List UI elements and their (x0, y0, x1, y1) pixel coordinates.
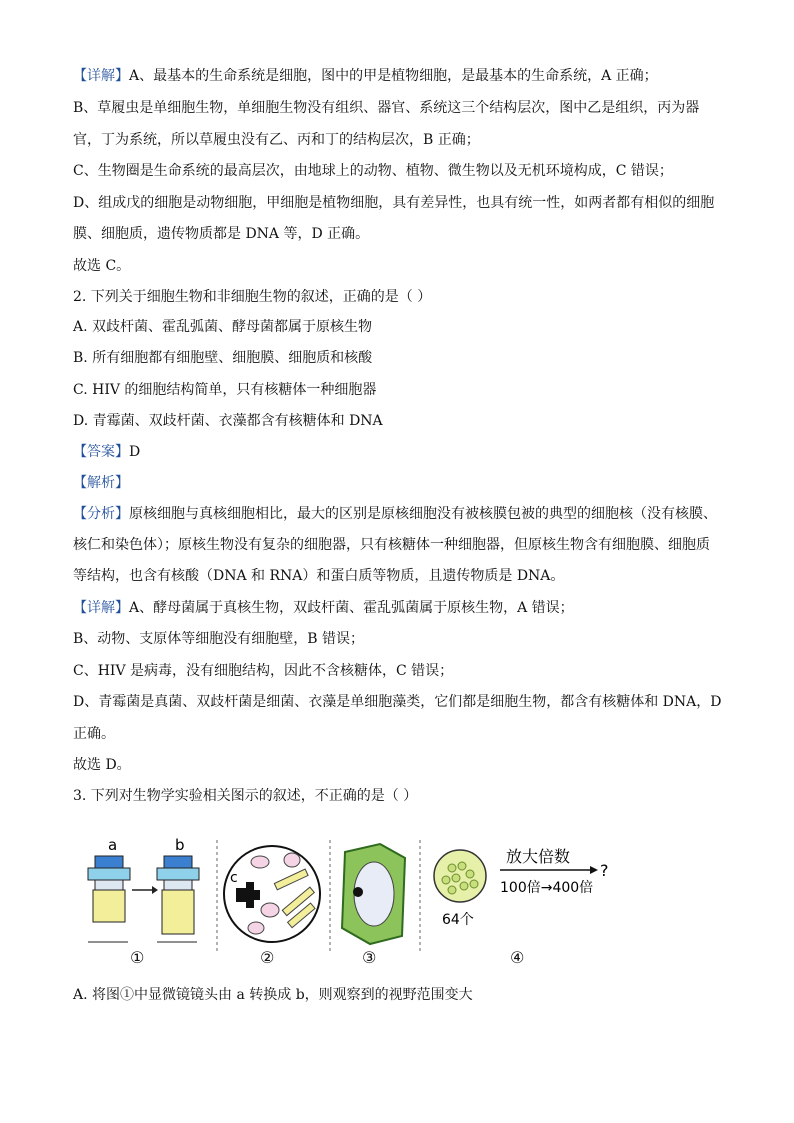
text-line (73, 786, 417, 806)
text-line (73, 348, 372, 368)
plant-cell (342, 844, 405, 944)
line-text: D (129, 444, 141, 460)
line-text: A、最基本的生命系统是细胞，图中的甲是植物细胞，是最基本的生命系统，A 正确； (129, 68, 658, 84)
line-text: D、青霉菌是真菌、双歧杆菌是细菌、衣藻是单细胞藻类，它们都是细胞生物，都含有核糖体和 DNA，D (73, 694, 722, 710)
section-tag: 【分析】 (73, 506, 129, 522)
experiment-figure (80, 832, 640, 972)
line-text: 故选 C。 (73, 258, 131, 274)
line-text: 官，丁为系统，所以草履虫没有乙、丙和丁的结构层次，B 正确； (73, 132, 480, 148)
panel-number-4: ④ (510, 948, 525, 967)
text-line (73, 98, 699, 118)
section-tag: 【答案】 (73, 444, 129, 460)
line-text: B. 所有细胞都有细胞壁、细胞膜、细胞质和核酸 (73, 350, 373, 366)
panel-number-2: ② (260, 948, 275, 967)
figure-drawing (80, 832, 640, 972)
line-text: A、酵母菌属于真核生物，双歧杆菌、霍乱弧菌属于原核生物，A 错误； (129, 600, 574, 616)
svg-text:?: ? (600, 861, 609, 880)
text-line (73, 411, 383, 431)
text-line (73, 629, 364, 649)
line-text: C. HIV 的细胞结构简单，只有核糖体一种细胞器 (73, 382, 377, 398)
line-text: D、组成戊的细胞是动物细胞，甲细胞是植物细胞，具有差异性，也具有统一性，如两者都有相似的细胞 (73, 195, 715, 211)
field-of-view (224, 846, 320, 942)
text-line (73, 224, 369, 244)
text-line (73, 287, 431, 307)
line-text: 正确。 (73, 726, 115, 742)
line-text: 核仁和染色体）；原核生物没有复杂的细胞器，只有核糖体一种细胞器，但原核生物含有细胞膜、细胞质 (73, 537, 710, 553)
svg-text:c: c (230, 870, 238, 886)
text-line (73, 661, 453, 681)
panel-number-1: ① (130, 948, 145, 967)
text-line (73, 66, 658, 86)
section-tag: 【详解】 (73, 68, 129, 84)
panel-number-3: ③ (362, 948, 377, 967)
objective-lens-a (88, 836, 130, 922)
line-text: 3. 下列对生物学实验相关图示的叙述，不正确的是（ ） (73, 788, 418, 804)
line-text: 原核细胞与真核细胞相比，最大的区别是原核细胞没有被核膜包被的典型的细胞核（没有核膜、 (129, 506, 717, 522)
text-line (73, 161, 673, 181)
line-text: C、HIV 是病毒，没有细胞结构，因此不含核糖体，C 错误； (73, 663, 454, 679)
text-line (73, 724, 115, 744)
text-line (73, 256, 130, 276)
objective-lens-b (157, 836, 199, 934)
line-text: 2. 下列关于细胞生物和非细胞生物的叙述，正确的是（ ） (73, 289, 432, 305)
text-line (73, 442, 140, 462)
text-line (73, 504, 717, 524)
cell-cluster (434, 850, 486, 902)
line-text: B、草履虫是单细胞生物，单细胞生物没有组织、器官、系统这三个结构层次，图中乙是组织，丙为器 (73, 100, 700, 116)
svg-text:b: b (175, 836, 185, 854)
line-text: 故选 D。 (73, 757, 131, 773)
line-text: A. 双歧杆菌、霍乱弧菌、酵母菌都属于原核生物 (73, 319, 373, 335)
text-line (73, 473, 129, 493)
svg-text:a: a (108, 836, 118, 854)
line-text: 等结构，也含有核酸（DNA 和 RNA）和蛋白质等物质，且遗传物质是 DNA。 (73, 568, 565, 584)
svg-text:64个: 64个 (442, 912, 474, 928)
line-text: 膜、细胞质，遗传物质都是 DNA 等，D 正确。 (73, 226, 370, 242)
line-text: A. 将图①中显微镜镜头由 a 转换成 b，则观察到的视野范围变大 (73, 987, 473, 1003)
line-text: D. 青霉菌、双歧杆菌、衣藻都含有核糖体和 DNA (73, 413, 383, 429)
text-line (73, 193, 714, 213)
section-tag: 【解析】 (73, 475, 129, 491)
line-text: B、动物、支原体等细胞没有细胞壁，B 错误； (73, 631, 365, 647)
line-text: C、生物圈是生命系统的最高层次，由地球上的动物、植物、微生物以及无机环境构成，C 错误； (73, 163, 673, 179)
text-line (73, 566, 564, 586)
text-line (73, 692, 721, 712)
section-tag: 【详解】 (73, 600, 129, 616)
text-line (73, 317, 372, 337)
text-line (73, 598, 574, 618)
text-line (73, 985, 473, 1005)
text-line (73, 380, 376, 400)
arrow-icon (132, 886, 158, 894)
text-line (73, 130, 480, 150)
svg-text:放大倍数: 放大倍数 (506, 847, 571, 866)
text-line (73, 535, 710, 555)
text-line (73, 755, 131, 775)
svg-text:100倍→400倍: 100倍→400倍 (500, 880, 594, 896)
